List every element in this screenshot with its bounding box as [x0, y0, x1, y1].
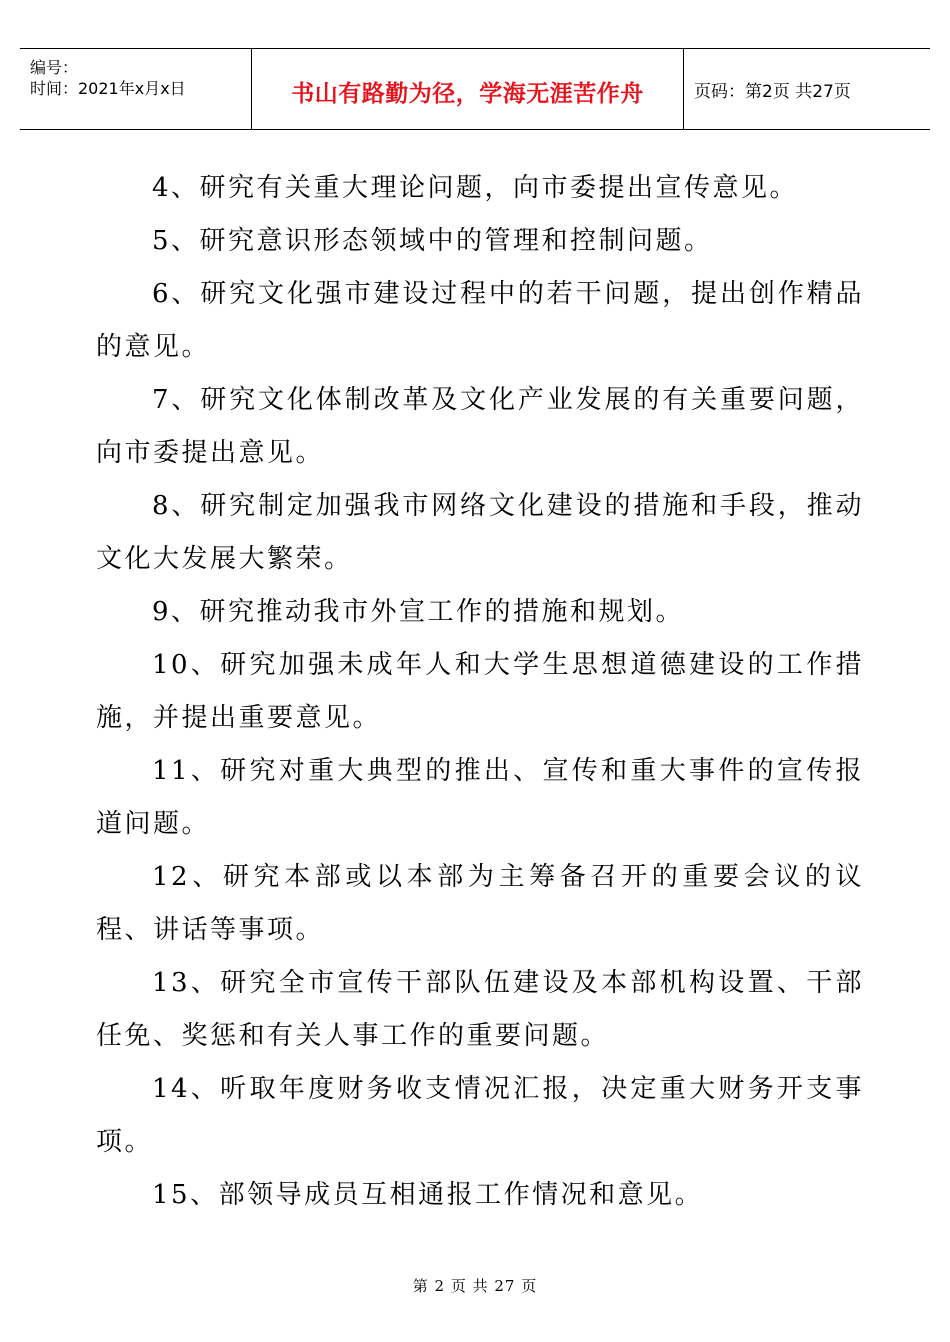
document-time-label: 时间：2021年x月x日: [30, 79, 186, 98]
body-paragraph: 7、研究文化体制改革及文化产业发展的有关重要问题，向市委提出意见。: [96, 385, 864, 468]
body-paragraph: 11、研究对重大典型的推出、宣传和重大事件的宣传报道问题。: [96, 756, 864, 839]
footer-page-number: 第 2 页 共 27 页: [412, 1277, 538, 1295]
document-number-label: 编号：: [30, 58, 79, 77]
body-paragraph: 4、研究有关重大理论问题，向市委提出宣传意见。: [152, 173, 799, 203]
body-paragraph: 10、研究加强未成年人和大学生思想道德建设的工作措施，并提出重要意见。: [96, 650, 864, 733]
body-paragraph: 9、研究推动我市外宣工作的措施和规划。: [152, 597, 685, 627]
page-header: [20, 48, 930, 130]
header-page-code: 页码：第2页 共27页: [694, 81, 851, 102]
body-paragraph: 15、部领导成员互相通报工作情况和意见。: [152, 1180, 704, 1210]
body-paragraph: 5、研究意识形态领域中的管理和控制问题。: [152, 226, 713, 256]
body-paragraph: 14、听取年度财务收支情况汇报，决定重大财务开支事项。: [96, 1074, 864, 1157]
body-paragraph: 13、研究全市宣传干部队伍建设及本部机构设置、干部任免、奖惩和有关人事工作的重要问题。: [96, 968, 864, 1051]
page-footer: [0, 1275, 950, 1296]
document-body: [96, 162, 864, 1222]
header-meta-cell: [20, 49, 252, 129]
header-motto: 书山有路勤为径，学海无涯苦作舟: [291, 80, 644, 107]
body-paragraph: 8、研究制定加强我市网络文化建设的措施和手段，推动文化大发展大繁荣。: [96, 491, 864, 574]
body-paragraph: 12、研究本部或以本部为主筹备召开的重要会议的议程、讲话等事项。: [96, 862, 864, 945]
header-page-cell: [684, 49, 930, 129]
body-paragraph: 6、研究文化强市建设过程中的若干问题，提出创作精品的意见。: [96, 279, 864, 362]
header-motto-cell: [252, 49, 684, 129]
